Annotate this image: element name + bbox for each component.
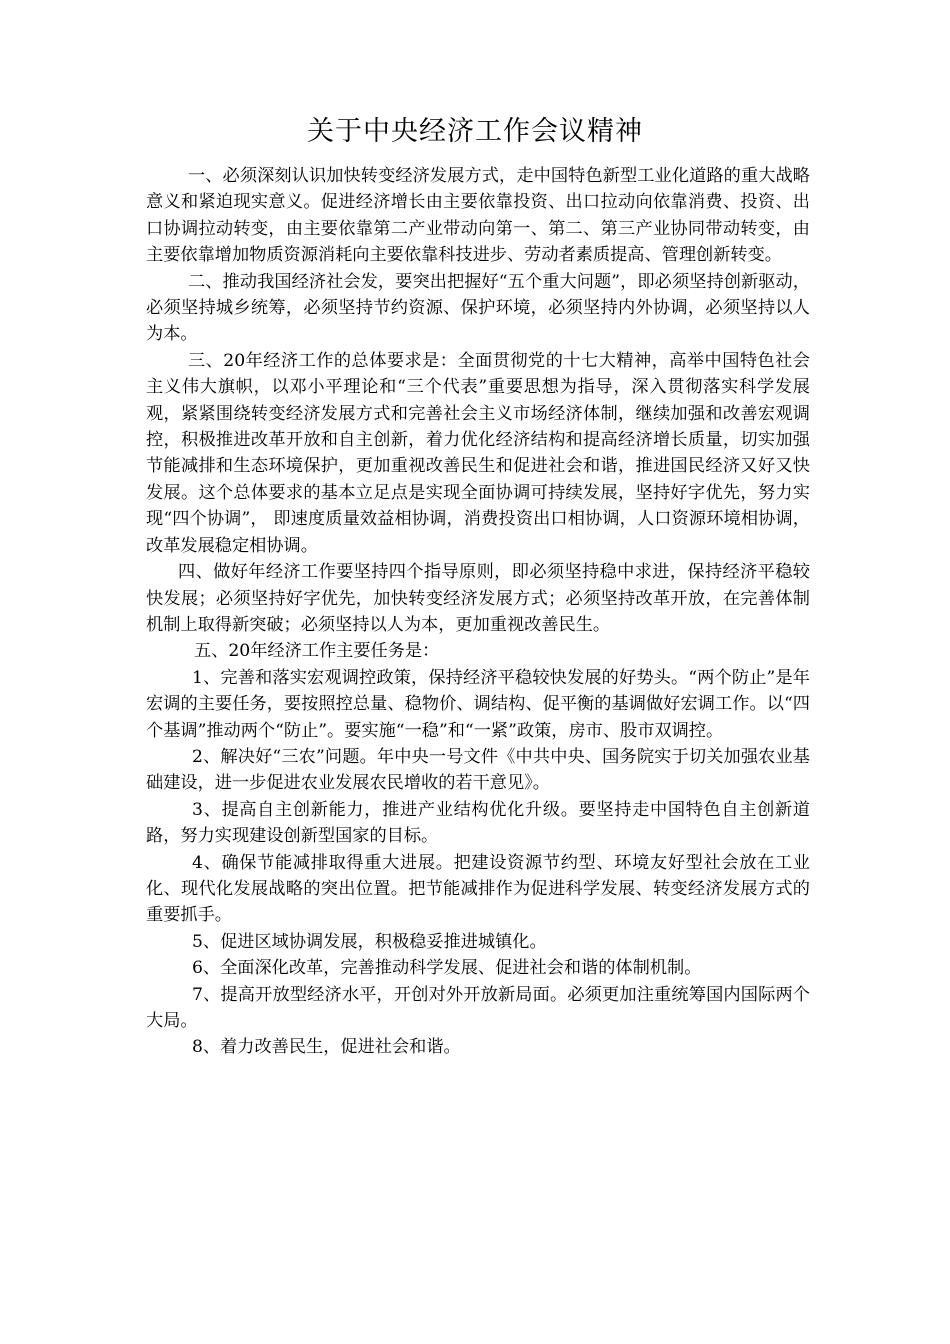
task-item-2: 2、解决好“三农”问题。年中央一号文件《中共中央、国务院实于切关加强农业基础建设，进一步促进农业发展农民增收的若干意见》。 xyxy=(146,746,810,794)
paragraph-2: 二、推动我国经济社会发，要突出把握好“五个重大问题”，即必须坚持创新驱动，必须坚持城乡统筹，必须坚持节约资源、保护环境，必须坚持内外协调，必须坚持以人为本。 xyxy=(146,271,810,345)
paragraph-4: 四、做好年经济工作要坚持四个指导原则，即必须坚持稳中求进，保持经济平稳较快发展；必须坚持好字优先，加快转变经济发展方式；必须坚持改革开放，在完善体制机制上取得新突破；必须坚持以人为本，更加重视改善民生。 xyxy=(146,562,810,635)
task-item-7: 7、提高开放型经济水平，开创对外开放新局面。必须更加注重统筹国内国际两个大局。 xyxy=(146,984,810,1031)
task-item-3: 3、提高自主创新能力，推进产业结构优化升级。要坚持走中国特色自主创新道路，努力实现建设创新型国家的目标。 xyxy=(146,799,810,847)
paragraph-5: 五、20年经济工作主要任务是： xyxy=(194,641,440,662)
paragraph-1: 一、必须深刻认识加快转变经济发展方式，走中国特色新型工业化道路的重大战略意义和紧迫现实意义。促进经济增长由主要依靠投资、出口拉动向依靠消费、投资、出口协调拉动转变，由主要依靠第二产业带动向第一、第二、第三产业协同带动转变，由主要依靠增加物质资源消耗向主要依靠科技进步、劳动者素质提高、管理创新转变。 xyxy=(146,166,810,266)
task-item-1: 1、完善和落实宏观调控政策，保持经济平稳较快发展的好势头。“两个防止”是年宏调的主要任务，要按照控总量、稳物价、调结构、促平衡的基调做好宏调工作。以“四个基调”推动两个“防止”。要实施“一稳”和“一紧”政策，房市、股市双调控。 xyxy=(146,667,810,741)
task-item-8: 8、着力改善民生，促进社会和谐。 xyxy=(192,1037,461,1058)
task-item-5: 5、促进区域协调发展，积极稳妥推进城镇化。 xyxy=(192,931,547,952)
task-item-4: 4、确保节能减排取得重大进展。把建设资源节约型、环境友好型社会放在工业化、现代化发展战略的突出位置。把节能减排作为促进科学发展、转变经济发展方式的重要抓手。 xyxy=(146,852,810,926)
document-body xyxy=(146,163,810,1061)
task-item-6: 6、全面深化改革，完善推动科学发展、促进社会和谐的体制机制。 xyxy=(192,958,702,979)
paragraph-3: 三、20年经济工作的总体要求是：全面贯彻党的十七大精神，高举中国特色社会主义伟大旗帜，以邓小平理论和“三个代表”重要思想为指导，深入贯彻落实科学发展观，紧紧围绕转变经济发展方式和完善社会主义市场经济体制，继续加强和改善宏观调控，积极推进改革开放和自主创新，着力优化经济结构和提高经济增长质量，切实加强节能减排和生态环境保护，更加重视改善民生和促进社会和谐，推进国民经济又好又快发展。这个总体要求的基本立足点是实现全面协调可持续发展，坚持好字优先，努力实现“四个协调”， 即速度质量效益相协调，消费投资出口相协调，人口资源环境相协调，改革发展稳定相协调。 xyxy=(146,350,810,556)
page-title: 关于中央经济工作会议精神 xyxy=(307,116,643,148)
